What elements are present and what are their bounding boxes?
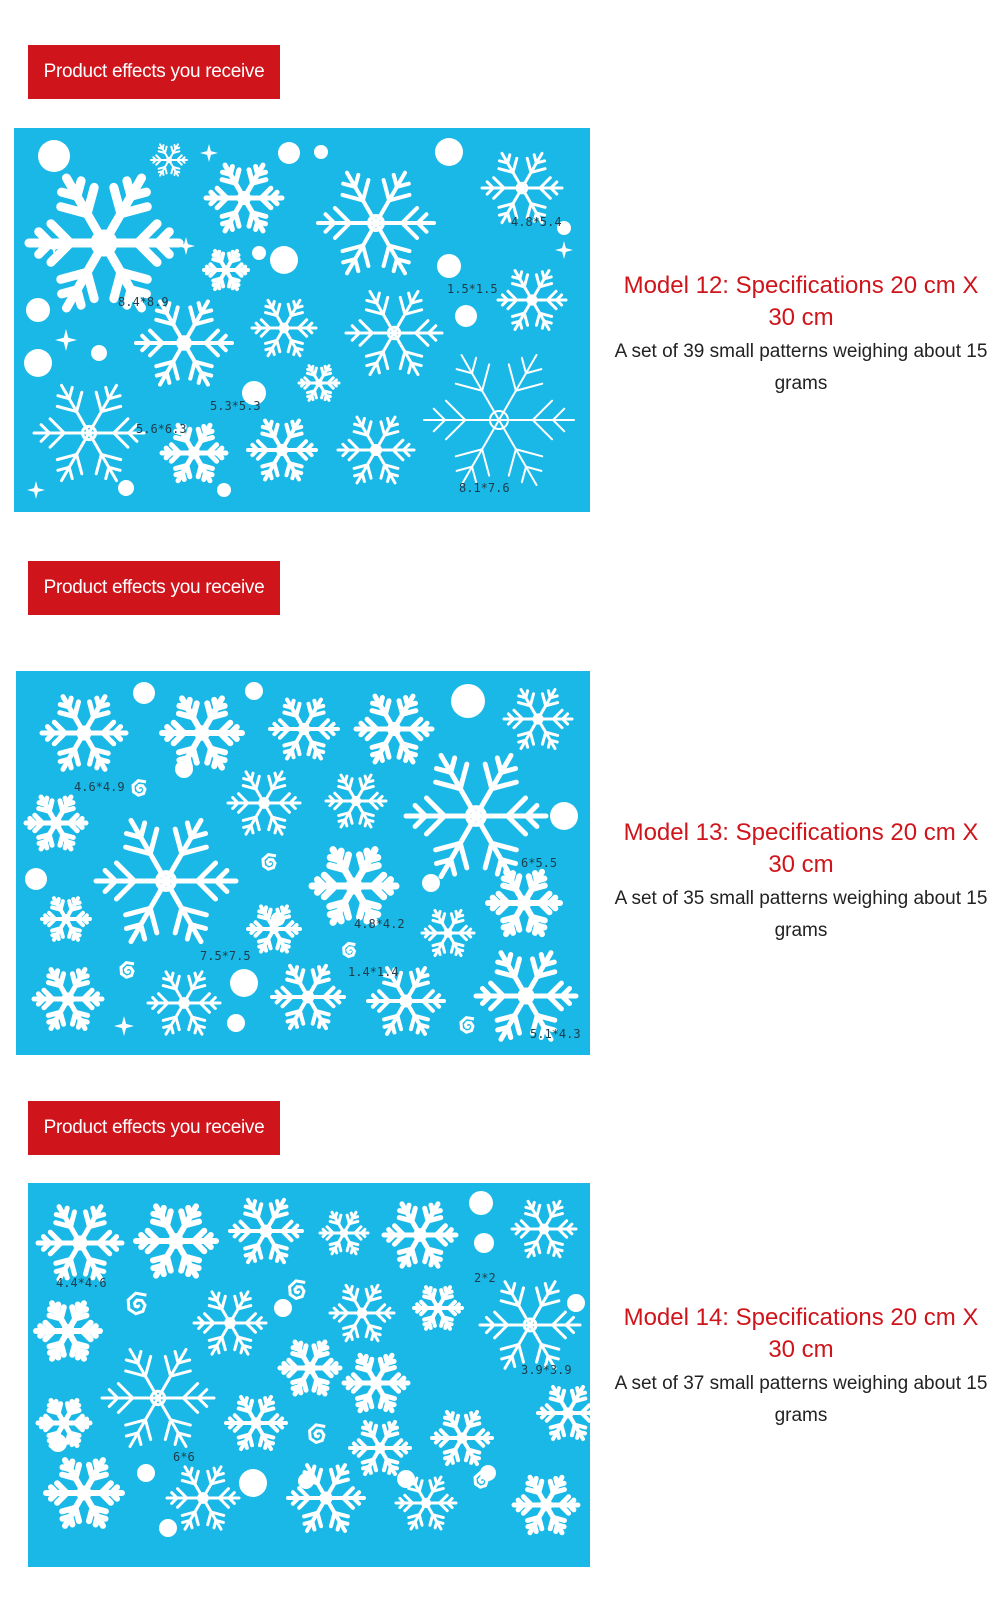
snowflake-icon (194, 1292, 266, 1354)
snowflake-icon (498, 271, 566, 330)
snowflake-icon (312, 850, 396, 923)
model-description: A set of 37 small patterns weighing about 15 grams (614, 1373, 988, 1426)
sparkle-icon (555, 241, 573, 259)
size-label: 4.4*4.6 (56, 1276, 107, 1290)
snow-dot (245, 682, 263, 700)
snow-dot (274, 1299, 292, 1317)
snowflake-icon (206, 165, 282, 231)
sparkle-icon (114, 1016, 134, 1036)
section-banner: Product effects you receive (28, 45, 280, 99)
size-label: 5.3*5.3 (210, 399, 261, 413)
snowflake-pattern (28, 1183, 590, 1567)
snowflake-icon (204, 251, 248, 289)
size-label: 5.6*6.3 (136, 422, 187, 436)
snow-dot (38, 140, 70, 172)
size-label: 8.1*7.6 (459, 481, 510, 495)
snow-dot (118, 480, 134, 496)
snowflake-icon (346, 291, 442, 374)
section-banner: Product effects you receive (28, 1101, 280, 1155)
snow-dot (159, 1519, 177, 1537)
snowflake-icon (272, 966, 344, 1028)
model-description: A set of 35 small patterns weighing about 15 grams (614, 888, 988, 941)
swirl-icon (133, 781, 146, 796)
snowflake-icon (424, 355, 574, 485)
sparkle-icon (27, 481, 45, 499)
snowflake-icon (46, 1460, 122, 1526)
snow-dot (451, 684, 485, 718)
snowflake-icon (288, 1465, 364, 1531)
snowflake-icon (29, 178, 179, 308)
snowflake-pattern (16, 671, 590, 1055)
snowflake-icon (230, 1200, 302, 1262)
size-label: 6*6 (173, 1450, 195, 1464)
snowflake-icon (350, 1422, 410, 1474)
snowflake-icon (356, 696, 432, 762)
snowflake-icon (226, 1397, 286, 1449)
snowflake-icon (96, 820, 236, 941)
snowflake-icon (136, 1206, 216, 1275)
snowflake-icon (504, 690, 572, 749)
size-label: 2*2 (474, 1271, 496, 1285)
size-label: 8.4*8.9 (118, 295, 169, 309)
snow-dot (26, 298, 50, 322)
swirl-icon (344, 943, 356, 956)
snowflake-icon (330, 1285, 394, 1340)
sticker-sheet-model-12 (14, 128, 590, 512)
swirl-icon (128, 1293, 146, 1314)
snow-dot (437, 254, 461, 278)
snowflake-icon (299, 366, 339, 401)
size-label: 4.8*4.2 (354, 917, 405, 931)
snow-dot (550, 802, 578, 830)
size-label: 1.4*1.4 (348, 965, 399, 979)
sticker-sheet-model-14 (28, 1183, 590, 1567)
size-label: 7.5*7.5 (200, 949, 251, 963)
spec-block-model-13 (612, 817, 990, 947)
snow-dot (314, 145, 328, 159)
snowflake-icon (344, 1355, 408, 1410)
snow-dot (91, 345, 107, 361)
snowflake-icon (482, 153, 562, 222)
snowflake-icon (148, 972, 220, 1034)
snow-dot (227, 1014, 245, 1032)
size-label: 3.9*3.9 (521, 1363, 572, 1377)
snow-dot (455, 305, 477, 327)
snowflake-icon (270, 700, 338, 759)
snow-dot (422, 874, 440, 892)
snow-dot (217, 483, 231, 497)
snowflake-icon (162, 698, 242, 767)
snow-dot (435, 138, 463, 166)
snow-dot (137, 1464, 155, 1482)
snowflake-icon (326, 775, 386, 827)
snowflake-icon (414, 1287, 462, 1329)
section-banner: Product effects you receive (28, 561, 280, 615)
snow-dot (239, 1469, 267, 1497)
sparkle-icon (200, 144, 218, 162)
swirl-icon (461, 1018, 474, 1033)
snow-dot (230, 969, 258, 997)
swirl-icon (290, 1281, 306, 1299)
snowflake-icon (38, 1207, 122, 1280)
snowflake-icon (480, 1282, 580, 1369)
snowflake-icon (248, 421, 316, 480)
snow-dot (270, 246, 298, 274)
snowflake-icon (136, 301, 232, 384)
snow-dot (469, 1191, 493, 1215)
snowflake-icon (42, 898, 90, 940)
snowflake-icon (102, 1350, 214, 1447)
spec-block-model-14 (612, 1302, 990, 1432)
snow-dot (278, 142, 300, 164)
sticker-sheet-model-13 (16, 671, 590, 1055)
snowflake-pattern (14, 128, 590, 512)
snowflake-icon (26, 797, 86, 849)
snowflake-icon (514, 1477, 578, 1532)
snow-dot (24, 349, 52, 377)
snowflake-icon (151, 144, 187, 175)
snow-dot (397, 1470, 415, 1488)
snowflake-icon (248, 906, 300, 951)
snowflake-icon (36, 1303, 100, 1358)
sparkle-icon (55, 329, 77, 351)
snowflake-icon (338, 417, 414, 483)
size-label: 4.8*5.4 (511, 215, 562, 229)
snow-dot (175, 760, 193, 778)
snow-dot (271, 912, 285, 926)
snowflake-icon (252, 300, 316, 355)
snow-dot (298, 1473, 314, 1489)
size-label: 4.6*4.9 (74, 780, 125, 794)
snow-dot (567, 1294, 585, 1312)
snowflake-icon (422, 910, 474, 955)
snowflake-icon (512, 1201, 576, 1256)
snowflake-icon (318, 173, 434, 273)
snowflake-icon (228, 772, 300, 834)
snow-dot (25, 868, 47, 890)
swirl-icon (310, 1425, 326, 1443)
snowflake-icon (34, 385, 144, 480)
model-title: Model 12: Specifications 20 cm X 30 cm (623, 272, 979, 331)
snowflake-icon (280, 1342, 340, 1394)
snow-dot (133, 682, 155, 704)
snowflake-icon (42, 697, 126, 770)
snowflake-icon (384, 1204, 456, 1266)
snowflake-icon (538, 1387, 590, 1439)
size-label: 5.1*4.3 (530, 1027, 581, 1041)
model-description: A set of 39 small patterns weighing about 15 grams (614, 341, 988, 394)
model-title: Model 13: Specifications 20 cm X 30 cm (623, 819, 979, 878)
snowflake-icon (34, 970, 102, 1029)
size-label: 6*5.5 (521, 856, 558, 870)
snowflake-icon (432, 1412, 492, 1464)
snowflake-icon (320, 1212, 368, 1254)
snow-dot (49, 1434, 67, 1452)
spec-block-model-12 (612, 270, 990, 400)
snowflake-icon (167, 1467, 239, 1529)
snowflake-icon (488, 872, 560, 934)
size-label: 1.5*1.5 (447, 282, 498, 296)
model-title: Model 14: Specifications 20 cm X 30 cm (623, 1304, 979, 1363)
snow-dot (474, 1233, 494, 1253)
swirl-icon (121, 963, 134, 978)
swirl-icon (263, 855, 276, 870)
snow-dot (252, 246, 266, 260)
